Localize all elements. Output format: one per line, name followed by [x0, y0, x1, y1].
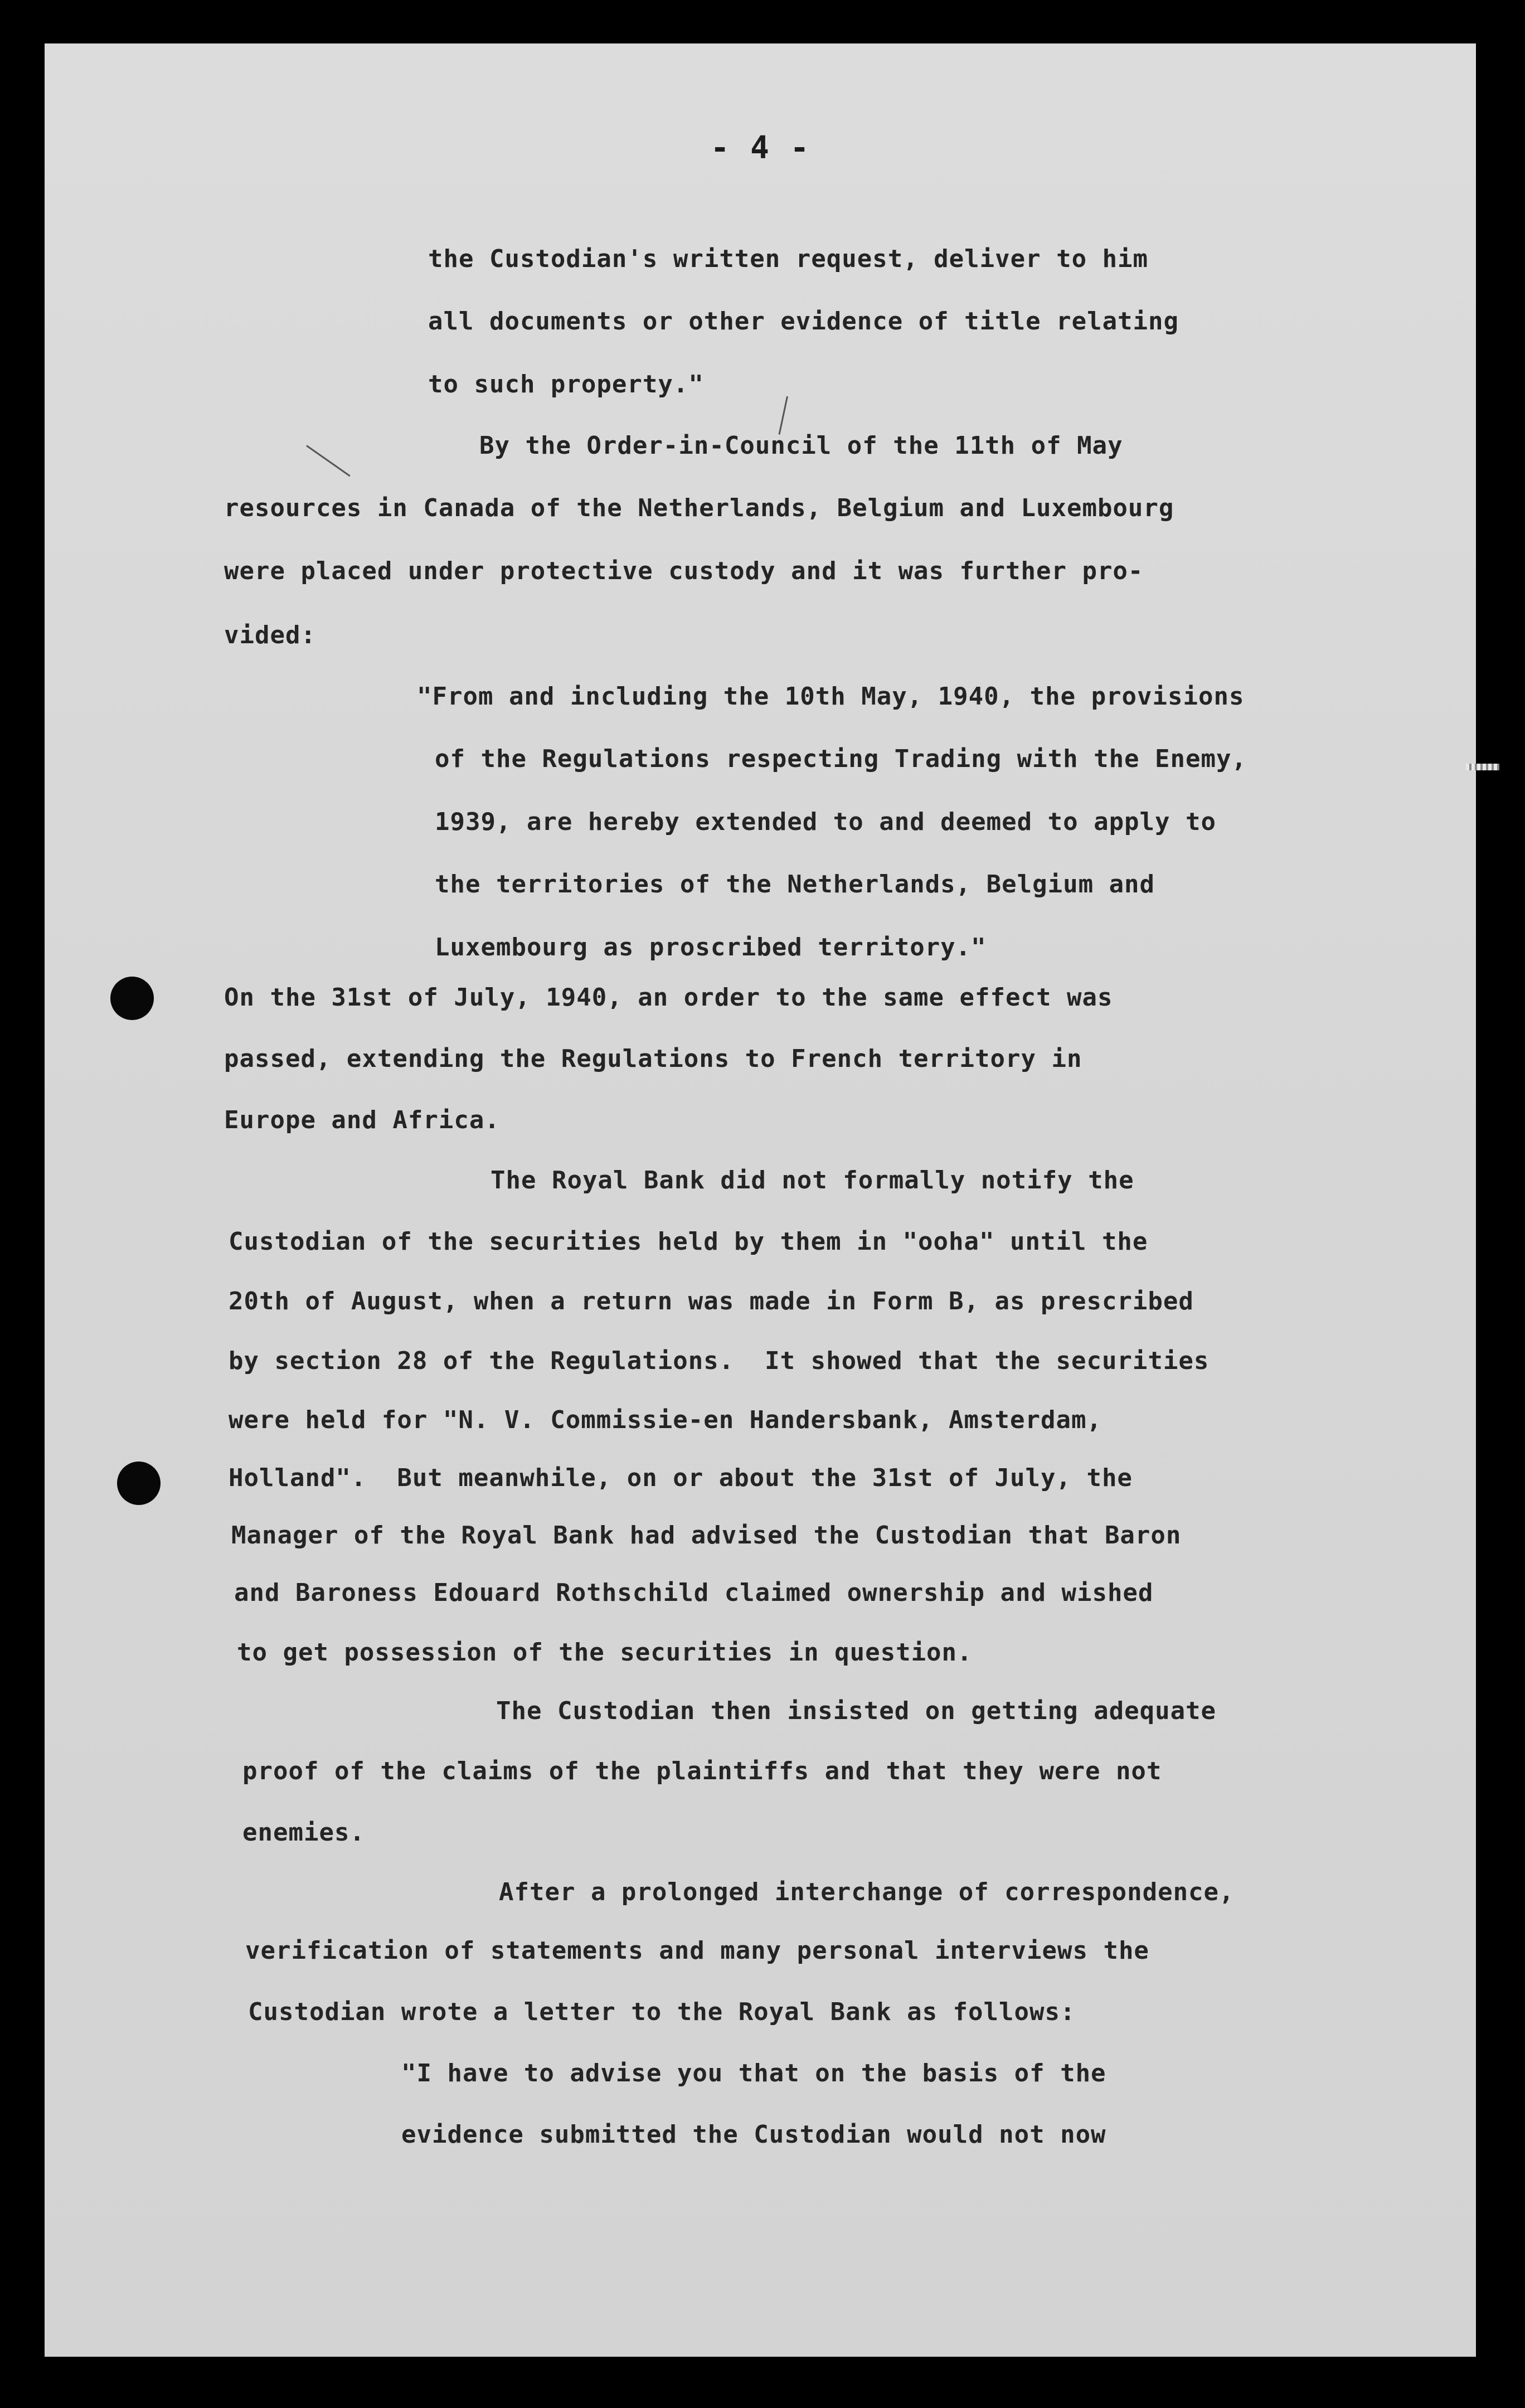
text-line: Europe and Africa.	[224, 1106, 500, 1134]
text-line: vided:	[224, 621, 316, 649]
text-line: to get possession of the securities in question.	[237, 1638, 973, 1667]
text-line: The Royal Bank did not formally notify the	[490, 1166, 1134, 1195]
punch-hole	[110, 977, 154, 1020]
text-line: "From and including the 10th May, 1940, the provisions	[417, 682, 1245, 711]
edge-mark	[1466, 764, 1499, 770]
text-line: and Baroness Edouard Rothschild claimed ownership and wished	[234, 1579, 1154, 1607]
text-line: by section 28 of the Regulations. It showed that the securities	[229, 1347, 1210, 1375]
text-line: were held for "N. V. Commissie-en Handersbank, Amsterdam,	[229, 1406, 1102, 1434]
text-line: passed, extending the Regulations to French territory in	[224, 1045, 1082, 1073]
text-line: were placed under protective custody and it was further pro-	[224, 557, 1144, 585]
text-line: resources in Canada of the Netherlands, Belgium and Luxembourg	[224, 494, 1174, 522]
text-line: On the 31st of July, 1940, an order to the same effect was	[224, 983, 1113, 1012]
pencil-mark	[779, 396, 788, 435]
text-line: of the Regulations respecting Trading with the Enemy,	[435, 745, 1247, 773]
text-line: 20th of August, when a return was made in Form B, as prescribed	[229, 1287, 1194, 1315]
text-line: all documents or other evidence of title relating	[428, 307, 1179, 336]
text-line: Manager of the Royal Bank had advised the Custodian that Baron	[231, 1521, 1182, 1550]
text-line: After a prolonged interchange of correspondence,	[499, 1878, 1235, 1906]
text-line: the territories of the Netherlands, Belgium and	[435, 870, 1155, 899]
text-line: By the Order-in-Council of the 11th of May	[479, 431, 1123, 460]
pencil-mark	[306, 445, 351, 477]
text-line: Luxembourg as proscribed territory."	[435, 933, 987, 962]
page-number: - 4 -	[710, 130, 810, 166]
text-line: enemies.	[242, 1818, 365, 1847]
text-line: evidence submitted the Custodian would not now	[401, 2120, 1106, 2149]
text-line: to such property."	[428, 370, 704, 399]
text-line: The Custodian then insisted on getting adequate	[496, 1697, 1217, 1725]
text-line: Holland". But meanwhile, on or about the 31st of July, the	[229, 1464, 1133, 1492]
text-line: Custodian of the securities held by them in "ooha" until the	[229, 1227, 1148, 1256]
text-line: Custodian wrote a letter to the Royal Bank as follows:	[248, 1998, 1076, 2026]
document-page	[45, 43, 1476, 2357]
text-line: verification of statements and many personal interviews the	[245, 1936, 1149, 1965]
text-line: the Custodian's written request, deliver to him	[428, 245, 1149, 273]
text-line: 1939, are hereby extended to and deemed to apply to	[435, 808, 1217, 836]
punch-hole	[117, 1462, 161, 1505]
text-line: "I have to advise you that on the basis of the	[401, 2059, 1106, 2087]
text-line: proof of the claims of the plaintiffs and that they were not	[242, 1757, 1162, 1785]
